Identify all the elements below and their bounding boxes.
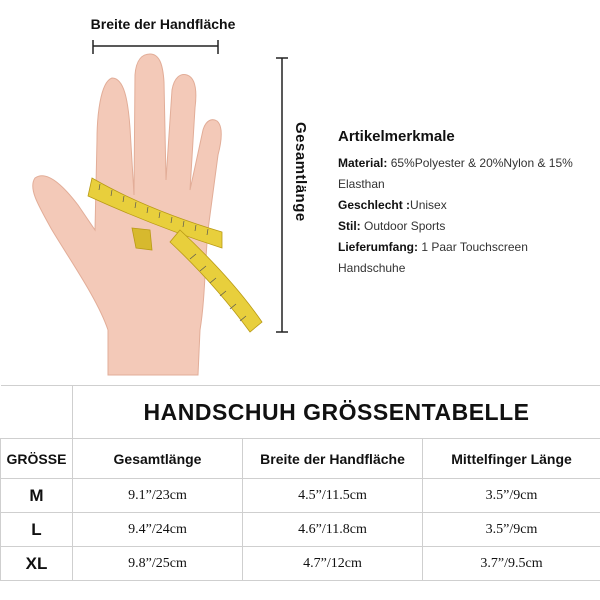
table-corner (1, 386, 73, 439)
total-length-label: Gesamtlänge (292, 122, 309, 222)
size-cell: M (1, 479, 73, 513)
palm-width-cell: 4.7”/12cm (243, 547, 423, 581)
table-row (1, 513, 600, 547)
hand-illustration (33, 54, 222, 375)
palm-width-cell: 4.6”/11.8cm (243, 513, 423, 547)
size-chart-title: HANDSCHUH GRÖSSENTABELLE (73, 386, 600, 439)
size-table (0, 385, 600, 581)
palm-width-indicator (93, 40, 218, 54)
header-total-length: Gesamtlänge (73, 439, 243, 479)
material-value: 65%Polyester & 20%Nylon & 15% Elasthan (338, 156, 573, 191)
total-length-cell: 9.4”/24cm (73, 513, 243, 547)
style-value: Outdoor Sports (364, 219, 446, 233)
delivery-row (338, 237, 588, 279)
size-cell: XL (1, 547, 73, 581)
gender-label: Geschlecht : (338, 198, 411, 212)
middle-finger-cell: 3.7”/9.5cm (423, 547, 600, 581)
header-middle-finger-length: Mittelfinger Länge (423, 439, 600, 479)
table-row (1, 547, 600, 581)
material-label: Material: (338, 156, 388, 170)
palm-width-cell: 4.5”/11.5cm (243, 479, 423, 513)
total-length-cell: 9.1”/23cm (73, 479, 243, 513)
header-size: GRÖSSE (1, 439, 73, 479)
delivery-value: 1 Paar Touchscreen Handschuhe (338, 240, 528, 275)
palm-width-label: Breite der Handfläche (90, 16, 236, 32)
middle-finger-cell: 3.5”/9cm (423, 513, 600, 547)
table-header-row (1, 439, 600, 479)
total-length-cell: 9.8”/25cm (73, 547, 243, 581)
size-cell: L (1, 513, 73, 547)
style-row (338, 216, 588, 237)
size-chart (0, 385, 600, 600)
middle-finger-cell: 3.5”/9cm (423, 479, 600, 513)
style-label: Stil: (338, 219, 361, 233)
gender-row (338, 195, 588, 216)
material-row (338, 153, 588, 195)
product-attributes (338, 126, 588, 279)
header-palm-width: Breite der Handfläche (243, 439, 423, 479)
table-row (1, 479, 600, 513)
delivery-label: Lieferumfang: (338, 240, 419, 254)
attributes-heading: Artikelmerkmale (338, 128, 455, 145)
total-length-indicator (276, 58, 288, 332)
gender-value: Unisex (410, 198, 447, 212)
